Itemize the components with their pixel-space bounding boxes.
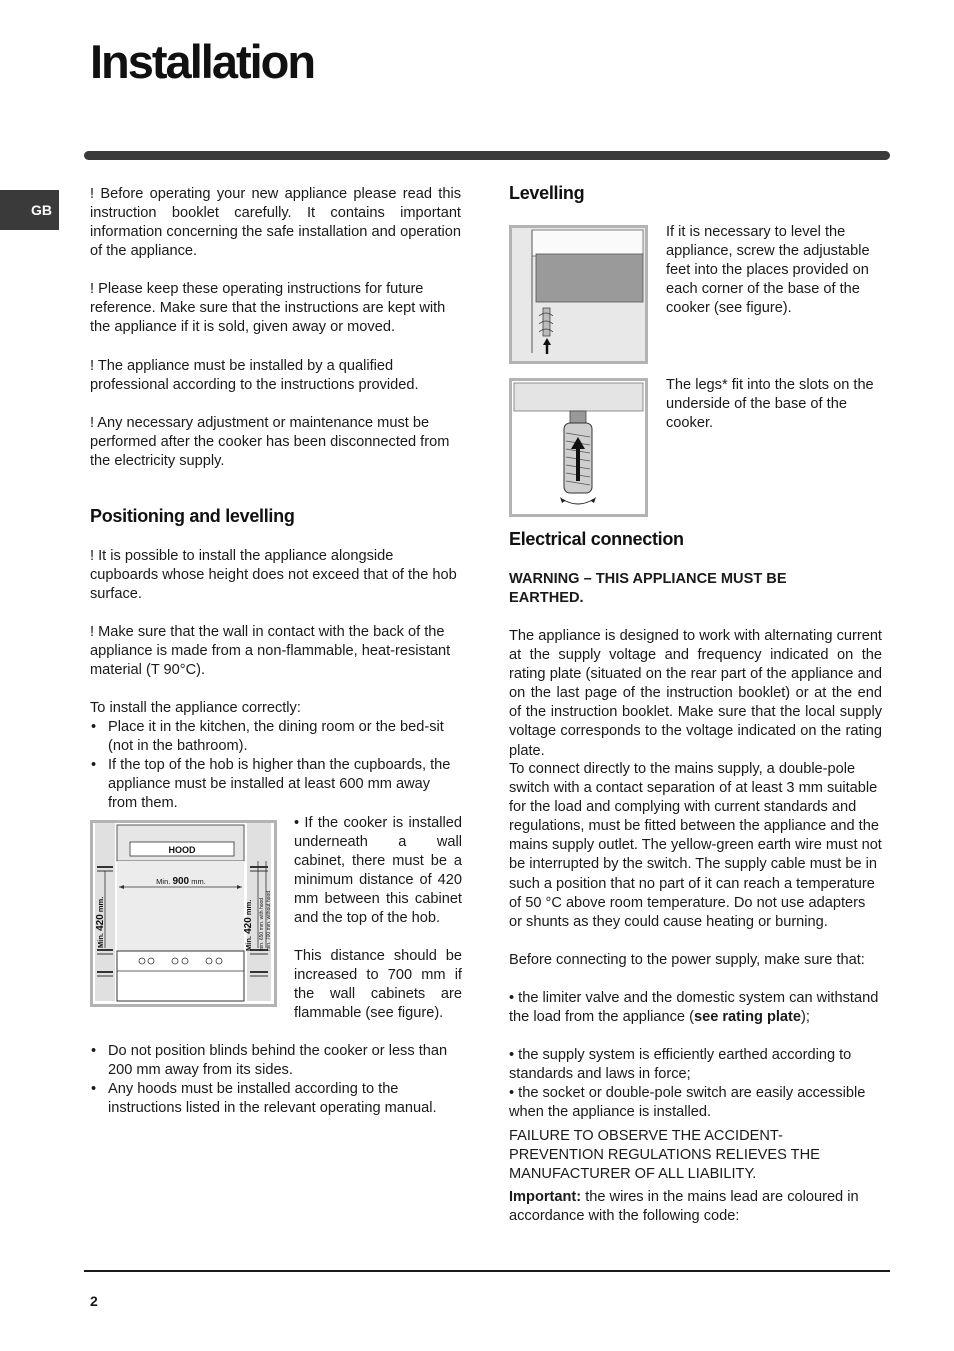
intro-paragraph-4: ! Any necessary adjustment or maintenance must be performed after the cooker has been disconnected from the electricity supply. [90,415,450,470]
language-tab: GB [0,190,59,230]
important-text: the wires in the mains lead are coloured in accordance with the following code: [509,1189,859,1225]
flammable-distance-text: This distance should be increased to 700 mm if the wall cabinets are flammable (see figure). [294,948,462,1022]
clearance-diagram [93,823,274,1004]
left-dim-prefix: Min. [96,933,105,948]
levelling-diagram-1 [512,228,645,361]
clearance-figure [90,820,277,1007]
right-dim-prefix: Min. [244,936,253,951]
earthing-warning: WARNING – THIS APPLIANCE MUST BE EARTHED. [509,571,787,607]
levelling-text-1: If it is necessary to level the appliance, screw the adjustable feet into the places provided on each corner of the base of the cooker (see figure). [666,224,870,317]
intro-paragraph-2: ! Please keep these operating instructions for future reference. Make sure that the instructions are kept with the appliance if it is sold, given away or moved. [90,281,446,336]
hood-note-1: min. 650 mm. with hood [259,897,265,951]
width-dimension-label [156,876,206,887]
important-label: Important: [509,1189,582,1205]
install-bullet: • Place it in the kitchen, the dining room or the bed-sit (not in the bathroom). [90,718,462,756]
safety-bullet: • Any hoods must be installed according to the instructions listed in the relevant operating manual. [90,1080,466,1118]
right-dim-unit: mm. [244,899,253,916]
check-item-1-bold: see rating plate [693,1009,802,1026]
positioning-paragraph-1: ! It is possible to install the appliance alongside cupboards whose height does not exceed that of the hob surface. [90,548,457,603]
top-divider [84,151,890,160]
levelling-text-2: The legs* fit into the slots on the underside of the base of the cooker. [666,377,874,432]
width-value: 900 [172,876,190,887]
left-dim-value: 420 [95,914,106,931]
levelling-figure-2 [509,378,648,517]
levelling-figure-1 [509,225,648,364]
right-dimension-label [243,900,254,951]
check-item-3: • the socket or double-pole switch are easily accessible when the appliance is installed. [509,1085,866,1121]
install-bullet: • If the top of the hob is higher than the cupboards, the appliance must be installed at least 600 mm away from them. [90,756,462,813]
electrical-paragraph-1: The appliance is designed to work with alternating current at the supply voltage and frequency indicated on the rating plate (situated on the rear part of the appliance and on the last page of the instruction booklet) or at the end of the instruction booklet. Make sure that the local supply voltage corresponds to the voltage indicated on the rating plate. [509,628,882,759]
left-dim-unit: mm. [96,896,105,913]
install-intro: To install the appliance correctly: [90,700,301,716]
levelling-heading: Levelling [509,183,585,203]
page-number: 2 [90,1293,98,1309]
check-item-1-end: ); [801,1009,810,1026]
safety-bullet-list [90,1042,466,1118]
install-bullet-list [90,718,462,813]
bottom-divider [84,1270,890,1272]
cabinet-distance-text: • If the cooker is installed underneath a wall cabinet, there must be a minimum distance of 420 mm between this cabinet and the top of the hob. [294,815,462,927]
important-note [509,1188,882,1226]
liability-warning: FAILURE TO OBSERVE THE ACCIDENT-PREVENTION REGULATIONS RELIEVES THE MANUFACTURER OF ALL LIABILITY. [509,1128,820,1183]
width-prefix: Min. [156,877,171,886]
right-dim-value: 420 [243,917,254,934]
safety-bullet: • Do not position blinds behind the cooker or less than 200 mm away from its sides. [90,1042,466,1080]
check-item-2: • the supply system is efficiently earthed according to standards and laws in force; [509,1047,852,1083]
left-dimension-label [95,897,106,948]
electrical-paragraph-3: Before connecting to the power supply, make sure that: [509,952,865,968]
page-title: Installation [90,35,315,88]
electrical-paragraph-2: To connect directly to the mains supply, a double-pole switch with a contact separation of at least 3 mm suitable for the load and complying with current standards and regulations, must be fitted between the appliance and the mains supply outlet. The yellow-green earth wire must not be interrupted by the switch. The supply cable must be in such a position that no part of it can reach a temperature of 50 °C above room temperature. Do not use adapters or shunts as they could cause heating or burning. [509,761,882,930]
electrical-heading: Electrical connection [509,529,684,549]
check-item-1 [509,989,882,1027]
width-unit: mm. [191,877,206,886]
hood-label: HOOD [168,845,196,855]
hood-note-2: min. 700 mm. without hood [266,890,272,951]
intro-paragraph-3: ! The appliance must be installed by a qualified professional according to the instructions provided. [90,358,419,394]
levelling-diagram-2 [512,381,645,514]
intro-paragraph-1: ! Before operating your new appliance please read this instruction booklet carefully. It contains important information concerning the safe installation and operation of the appliance. [90,186,461,260]
positioning-paragraph-2: ! Make sure that the wall in contact with the back of the appliance is made from a non-flammable, heat-resistant material (T 90°C). [90,624,451,679]
positioning-heading: Positioning and levelling [90,506,295,526]
check-item-1-text: • the limiter valve and the domestic system can withstand the load from the appliance ( [509,990,879,1026]
